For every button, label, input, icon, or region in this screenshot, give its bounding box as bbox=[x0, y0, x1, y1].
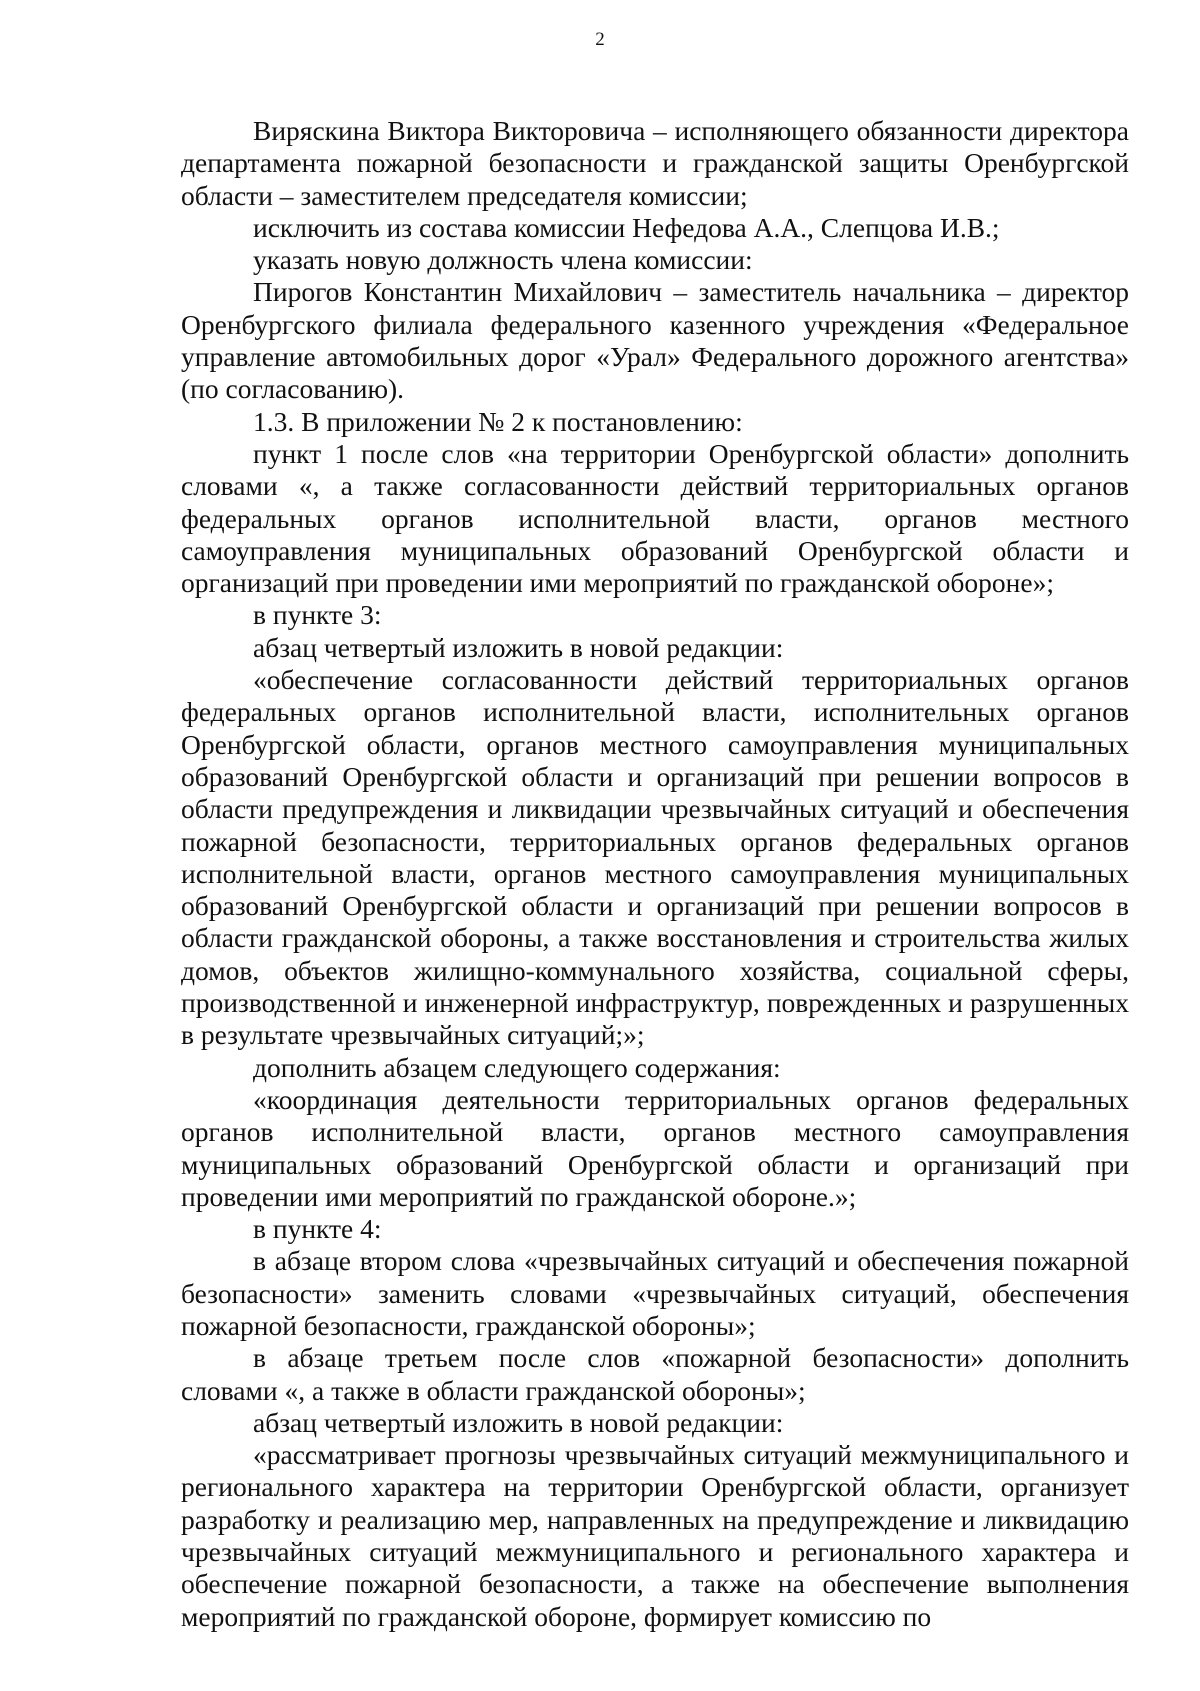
paragraph: 1.3. В приложении № 2 к постановлению: bbox=[253, 405, 743, 437]
paragraph: указать новую должность члена комиссии: bbox=[253, 244, 753, 276]
paragraph: абзац четвертый изложить в новой редакции: bbox=[253, 1406, 784, 1438]
paragraph: дополнить абзацем следующего содержания: bbox=[253, 1051, 781, 1083]
paragraph: Пирогов Константин Михайлович – заместитель начальника – директор Оренбургского филиала федерального казенного учреждения «Федеральное управление автомобильных дорог «Урал» Федерального дорожного агентства» (по согласованию). bbox=[181, 276, 1129, 405]
paragraph: «координация деятельности территориальных органов федеральных органов исполнительной власти, органов местного самоуправления муниципальных образований Оренбургской области и организаций при проведении ими мероприятий по гражданской обороне.»; bbox=[181, 1083, 1129, 1212]
paragraph: в абзаце третьем после слов «пожарной безопасности» дополнить словами «, а также в области гражданской обороны»; bbox=[181, 1342, 1129, 1406]
paragraph: пункт 1 после слов «на территории Оренбургской области» дополнить словами «, а также согласованности действий территориальных органов федеральных органов исполнительной власти, органов местного самоуправления муниципальных образований Оренбургской области и организаций при проведении ими мероприятий по гражданской обороне»; bbox=[181, 437, 1129, 599]
paragraph: в абзаце втором слова «чрезвычайных ситуаций и обеспечения пожарной безопасности» заменить словами «чрезвычайных ситуаций, обеспечения пожарной безопасности, гражданской обороны»; bbox=[181, 1245, 1129, 1341]
paragraph: исключить из состава комиссии Нефедова А.А., Слепцова И.В.; bbox=[253, 211, 1000, 243]
paragraph: Виряскина Виктора Викторовича – исполняющего обязанности директора департамента пожарной безопасности и гражданской защиты Оренбургской области – заместителем председателя комиссии; bbox=[181, 115, 1129, 211]
paragraph: «рассматривает прогнозы чрезвычайных ситуаций межмуниципального и регионального характера на территории Оренбургской области, организует разработку и реализацию мер, направленных на предупреждение и ликвидацию чрезвычайных ситуаций межмуниципального и регионального характера и обеспечение пожарной безопасности, а также на обеспечение выполнения мероприятий по гражданской обороне, формирует комиссию по bbox=[181, 1439, 1129, 1632]
page-number: 2 bbox=[595, 29, 605, 50]
paragraph: в пункте 3: bbox=[253, 599, 382, 631]
paragraph: «обеспечение согласованности действий территориальных органов федеральных органов исполнительной власти, исполнительных органов Оренбургской области, органов местного самоуправления муниципальных образований Оренбургской области и организаций при решении вопросов в области предупреждения и ликвидации чрезвычайных ситуаций и обеспечения пожарной безопасности, территориальных органов федеральных органов исполнительной власти, органов местного самоуправления муниципальных образований Оренбургской области и организаций при решении вопросов в области гражданской обороны, а также восстановления и строительства жилых домов, объектов жилищно-коммунального хозяйства, социальной сферы, производственной и инженерной инфраструктур, поврежденных и разрушенных в результате чрезвычайных ситуаций;»; bbox=[181, 664, 1129, 1051]
paragraph: абзац четвертый изложить в новой редакции: bbox=[253, 631, 784, 663]
document-body bbox=[181, 115, 1129, 1633]
paragraph: в пункте 4: bbox=[253, 1213, 382, 1245]
